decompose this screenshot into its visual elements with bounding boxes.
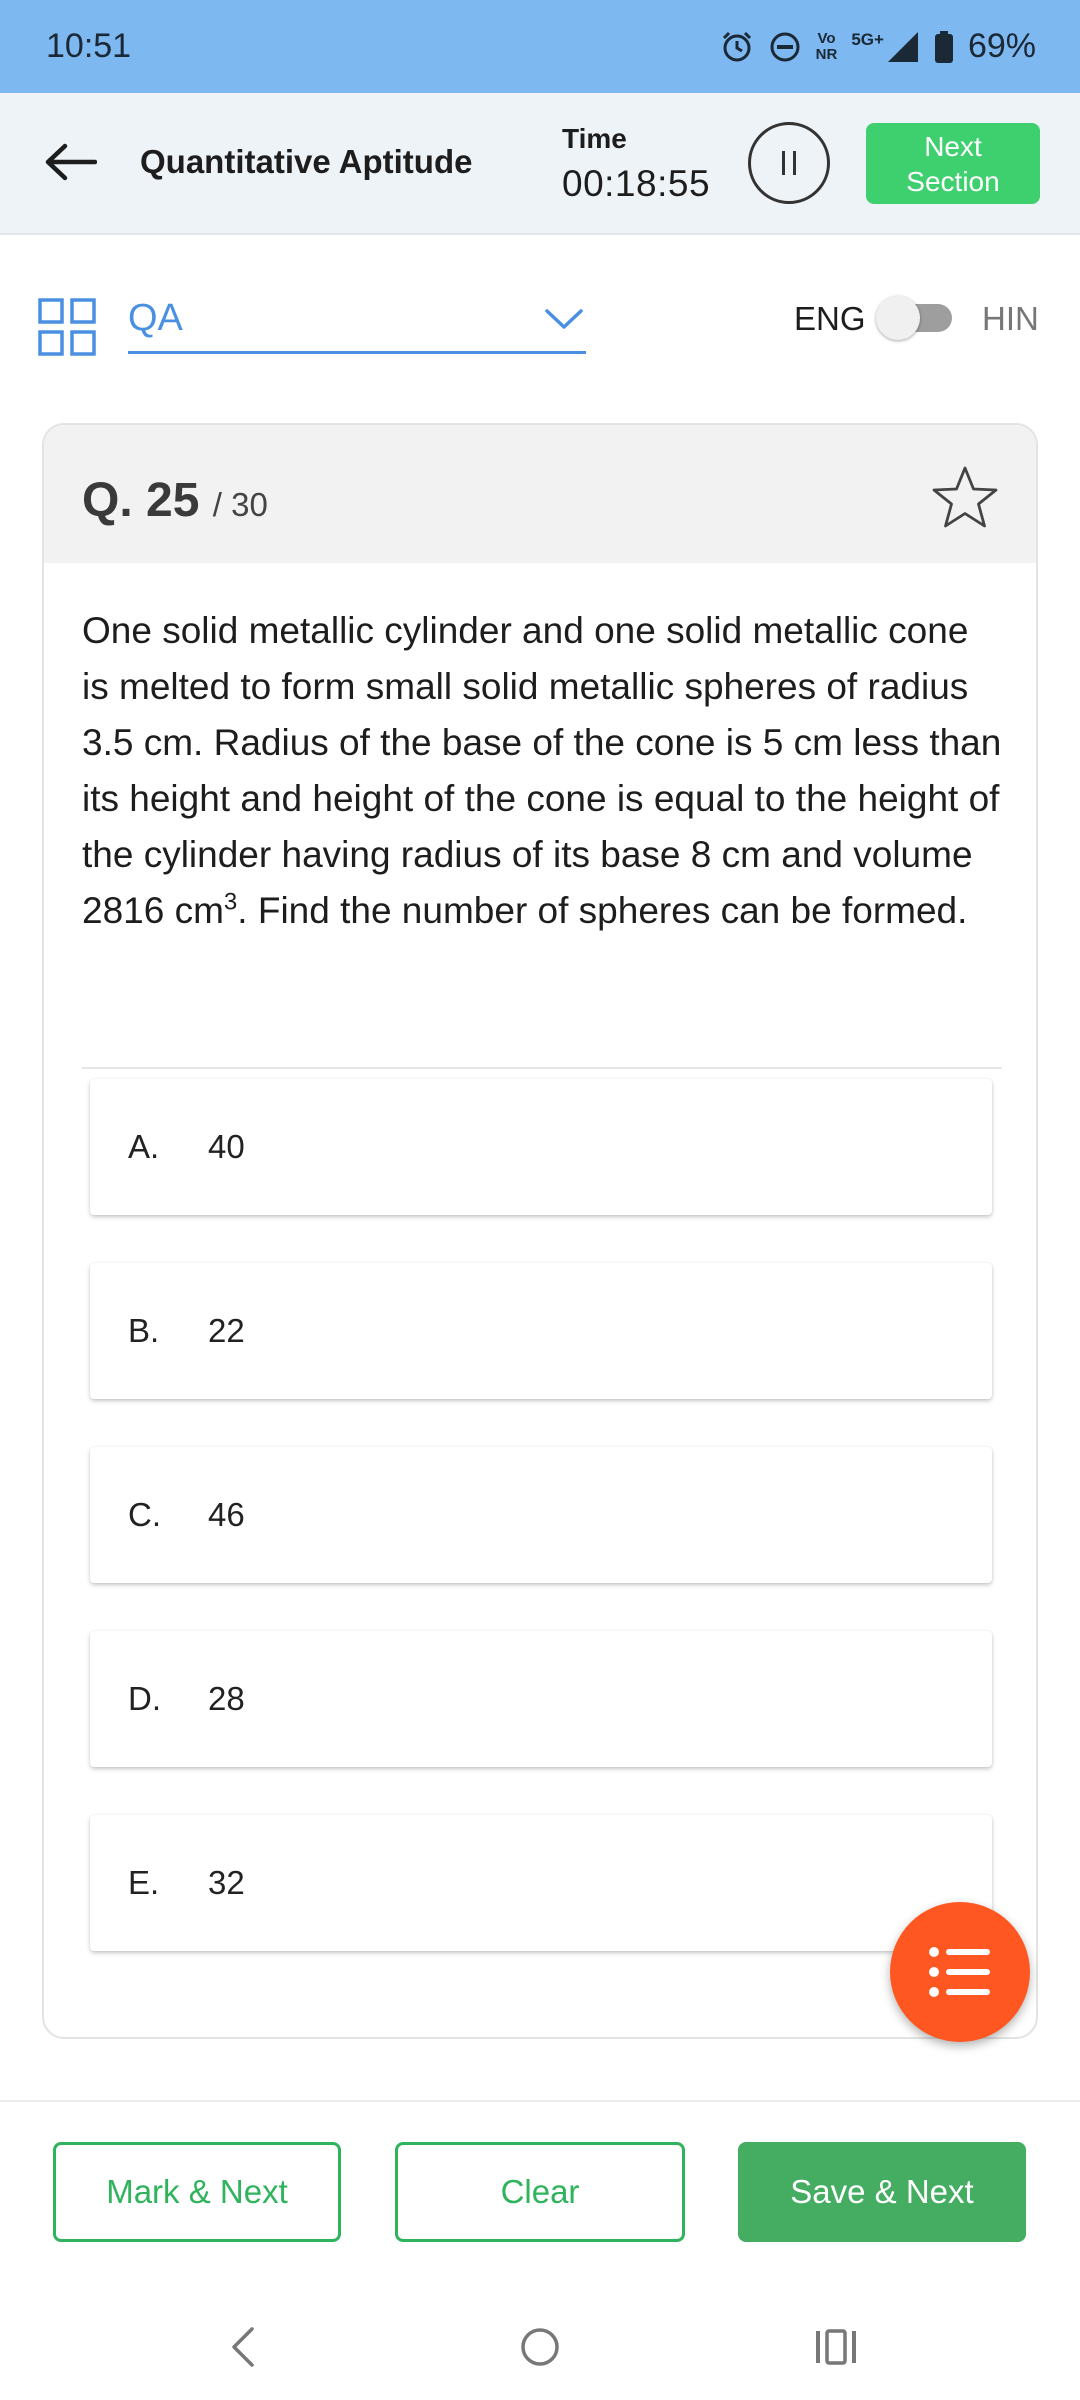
app-header (0, 93, 1080, 235)
option-letter: A. (128, 1128, 160, 1165)
option-d[interactable] (90, 1631, 992, 1767)
option-a[interactable] (90, 1079, 992, 1215)
option-letter: D. (128, 1680, 161, 1717)
option-value: 32 (208, 1864, 245, 1901)
clear-button[interactable]: Clear (395, 2142, 685, 2242)
mark-next-button[interactable]: Mark & Next (53, 2142, 341, 2242)
question-card (42, 423, 1038, 2039)
language-eng-label: ENG (794, 300, 866, 337)
language-toggle[interactable] (876, 298, 954, 338)
timer-label: Time (562, 123, 627, 154)
volte-indicator: Vo NR (815, 29, 838, 63)
option-value: 28 (208, 1680, 245, 1717)
option-e[interactable] (90, 1815, 992, 1951)
option-value: 46 (208, 1496, 245, 1533)
star-icon (930, 463, 1000, 533)
system-nav-bar (0, 2300, 1080, 2400)
signal-icon: 5G+ (851, 30, 920, 64)
status-bar (0, 0, 1080, 93)
option-b[interactable] (90, 1263, 992, 1399)
save-next-button[interactable]: Save & Next (738, 2142, 1026, 2242)
bookmark-button[interactable] (930, 463, 1000, 533)
question-text: One solid metallic cylinder and one solid metallic cone is melted to form small solid metallic spheres of radius 3.5 cm. Radius of the base of the cone is 5 cm less than its height and height of the cone is equal to the height of the cylinder having radius of its base 8 cm and volume 2816 $cm^3$. Find the number of spheres can be formed. (82, 610, 1002, 931)
chevron-left-icon (228, 2325, 258, 2369)
alarm-icon (720, 30, 754, 64)
arrow-left-icon (43, 142, 97, 182)
back-button[interactable] (40, 137, 100, 187)
option-value: 22 (208, 1312, 245, 1349)
pause-icon (782, 151, 785, 175)
toggle-knob (876, 296, 920, 340)
question-number: Q. 25 / 30 (82, 474, 268, 527)
next-section-button[interactable]: Next Section (866, 123, 1040, 204)
language-hin-label: HIN (982, 300, 1039, 337)
question-total: / 30 (212, 486, 268, 523)
option-letter: B. (128, 1312, 160, 1349)
do-not-disturb-icon (768, 30, 802, 64)
status-icons (720, 27, 1036, 66)
question-list-button[interactable] (890, 1902, 1030, 2042)
option-value: 40 (208, 1128, 245, 1165)
bottom-action-bar (0, 2100, 1080, 2300)
option-letter: C. (128, 1496, 161, 1533)
question-header (44, 425, 1036, 563)
option-letter: E. (128, 1864, 160, 1901)
section-dropdown-value: QA (128, 297, 183, 339)
chevron-down-icon (544, 307, 584, 331)
home-circle-icon (518, 2325, 562, 2369)
status-time: 10:51 (46, 27, 132, 65)
section-dropdown[interactable] (128, 286, 586, 354)
system-home-button[interactable] (500, 2312, 580, 2382)
question-grid-icon[interactable] (38, 298, 96, 356)
option-c[interactable] (90, 1447, 992, 1583)
page-title: Quantitative Aptitude (140, 143, 473, 180)
battery-icon (934, 30, 954, 64)
battery-level: 69% (967, 27, 1036, 65)
system-back-button[interactable] (203, 2312, 283, 2382)
pause-button[interactable] (748, 122, 830, 204)
divider (82, 1067, 1002, 1069)
list-icon (928, 1944, 992, 2000)
timer-value: 00:18:55 (562, 163, 711, 204)
system-recents-button[interactable] (796, 2312, 876, 2382)
recents-icon (814, 2325, 858, 2369)
